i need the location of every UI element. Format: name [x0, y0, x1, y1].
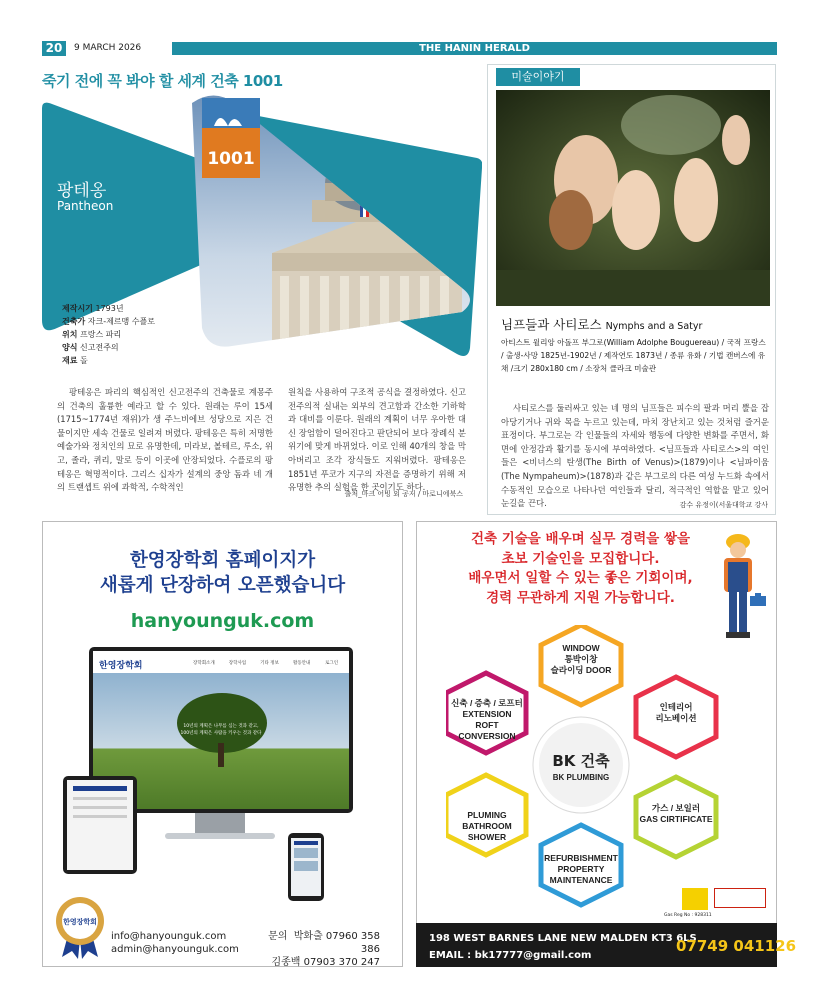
hex-bottom-label: REFURBISHMENT PROPERTY MAINTENANCE [544, 853, 618, 885]
fact-item: 위치 프랑스 파리 [62, 330, 122, 339]
bk-center-title: BK 건축 [552, 752, 610, 770]
badge-text: 한영장학회 [63, 918, 97, 926]
bk-center-subtitle: BK PLUMBING [552, 773, 610, 782]
hanyoung-phones: 문의 박화출 07960 358 386 김종백 07903 370 247 [268, 931, 380, 968]
article-column-2: 원칙을 사용하여 구조적 공식을 결정하였다. 신고전주의적 실내는 외부의 견고함과 간소한 기하학과 대비를 이룬다. 원래의 계획이 너무 우아한 대신 장엄함이 덜어진다고 판단되어 보다 장례식 분위기에 맞게 바뀌었다. 이로 인해 40개의 창을 막아버리고 조각 장식들도 지워버렸다. 팡테옹은 1851년 푸코가 지구의 자전을 증명하기 위해 저 유명한 추의 실험을 한 곳이기도 하다. [288, 387, 466, 493]
site-login[interactable]: 로그인 [325, 661, 339, 666]
hanyoung-headline: 한영장학회 홈페이지가 새롭게 단장하여 오픈했습니다 [99, 550, 346, 596]
fact-item: 양식 신고전주의 [62, 343, 119, 352]
bk-email[interactable]: EMAIL : bk17777@gmail.com [429, 950, 592, 961]
painting-title [501, 315, 702, 333]
hex-bottom-left-label: PLUMING BATHROOM SHOWER [462, 810, 512, 842]
gas-safe-logo [682, 888, 708, 910]
painting-image [496, 90, 770, 306]
painting-author: 감수 유정이(서울대학교 강사 [679, 501, 768, 509]
painting-title-en: Nymphs and a Satyr [605, 321, 703, 332]
page-number: 20 [42, 41, 66, 56]
scholarship-badge [52, 895, 108, 959]
site-nav: 장학회소개 장학사업 기타 정보 활동안내 [193, 661, 311, 666]
hero-quote: 10년의 계획은 나무를 심는 것과 같고, 100년의 계획은 사람을 키우는 것과 같다 [180, 724, 262, 736]
hanyoung-emails [111, 930, 239, 956]
issue-date: 9 MARCH 2026 [74, 43, 142, 53]
facts-list [62, 302, 155, 367]
tree-trunk [218, 743, 224, 767]
site-logo: 한영장학회 [99, 661, 143, 671]
phone-1[interactable]: 07960 358 386 [325, 931, 380, 955]
pantheon-title-ko: 팡테옹 [57, 181, 107, 201]
hex-top-label: WINDOW 통박이창 슬라이딩 DOOR [550, 643, 612, 675]
fact-item: 건축가 자크-제르맹 수플로 [62, 317, 155, 326]
phone-screen [291, 838, 321, 896]
hex-bottom-right-label: 가스 / 보일러 GAS CIRTIFICATE [639, 803, 713, 824]
bk-headline: 건축 기술을 배우며 실무 경력을 쌓을 초보 기술인을 모집합니다. 배우면서 일할 수 있는 좋은 기회이며, 경력 무관하게 지원 가능합니다. [468, 531, 693, 606]
bk-address: 198 WEST BARNES LANE NEW MALDEN KT3 6LS EMAIL : bk17777@gmail.com [429, 930, 697, 964]
article-column-1: 팡테옹은 파리의 핵심적인 신고전주의 건축물로 계몽주의 건축의 훌륭한 예라고 할 수 있다. 원래는 루이 15세(1715~1774년 재위)가 생 주느비에브 성당으로 지은 건물이지만 세속 건물로 일려져 버렸다. 팡테옹은 특히 저명한 예술가와 정치인의 묘로 유명한데, 미라보, 볼테르, 루소, 위고, 졸라, 퀴리, 말로 등이 이곳에 안장되었다. 수플로의 팡테옹은 혁명적이다. 그리스 십자가 설계의 중앙 돔과 네 개의 트랜셉트 위에 과학적, 수학적인 [57, 387, 273, 493]
hex-top-left-label: 신축 / 증축 / 로프터 EXTENSION ROFT CONVERSION [451, 698, 523, 741]
phone-2[interactable]: 07903 370 247 [303, 957, 380, 968]
section-title: 미술이야기 [496, 68, 580, 86]
email-2[interactable]: admin@hanyounguk.com [111, 944, 239, 955]
contact-label: 문의 [268, 931, 288, 942]
monitor-base [165, 833, 275, 839]
gas-reg-number: Gas Reg No : 928311 [664, 913, 712, 918]
painting-title-ko: 님프들과 사티로스 [501, 317, 602, 332]
masthead-bar [172, 42, 777, 55]
hanyoung-url[interactable]: hanyounguk.com [130, 610, 315, 632]
painting-description: 사티로스를 둘러싸고 있는 네 명의 님프들은 피수의 팔과 머리 뿔을 잡아당기거나 귀와 목을 누르고 있는데, 마치 장난치고 있는 것처럼 즐거운 표정이다. 부그로는 각 인물들의 자세와 행동에 다양한 변화를 주면서, 화면에 안정감과 활기를 동시에 부여하였다. <님프들과 사티로스>의 여인들은 <비너스의 탄생(The Birth of Venus)>(1879)이나 <님파이움(The Nympaheum)>(1878)과 같은 부그로의 다른 여성 누드화 속에서 수동적인 모습으로 나타나던 여인들과 달리, 적극적인 역할을 맡고 있어 눈길을 끈다. [501, 403, 769, 509]
fact-item: 재료 돌 [62, 356, 88, 365]
tablet-screen [67, 780, 133, 870]
niceic-logo [714, 888, 766, 908]
pantheon-title-en: Pantheon [57, 199, 114, 213]
bk-phone[interactable]: 07749 041126 [676, 937, 797, 955]
article-source: 출처_마크 어빙 외 공저 / 마로니에북스 [344, 490, 463, 498]
painting-info: 아티스트 윌리앙 아돌프 부그로(William Adolphe Bouguereau) / 국적 프랑스 / 출생-사망 1825년-1902년 / 제작연도 1873년 / 종류 유화 / 기법 캔버스에 유채 /크기 280x180 cm / 소장처 클라크 미술관 [501, 338, 766, 373]
book-cover-number: 1001 [207, 149, 255, 169]
series-title: 죽기 전에 꼭 봐야 할 세계 건축 1001 [42, 72, 283, 90]
paper-name: THE HANIN HERALD [419, 43, 530, 54]
monitor-stand [195, 813, 245, 835]
hex-top-right-label: 인테리어 리노베이션 [655, 702, 697, 723]
fact-item: 제작시기 1793년 [62, 304, 124, 313]
email-1[interactable]: info@hanyounguk.com [111, 931, 227, 942]
book-cover [202, 98, 260, 178]
